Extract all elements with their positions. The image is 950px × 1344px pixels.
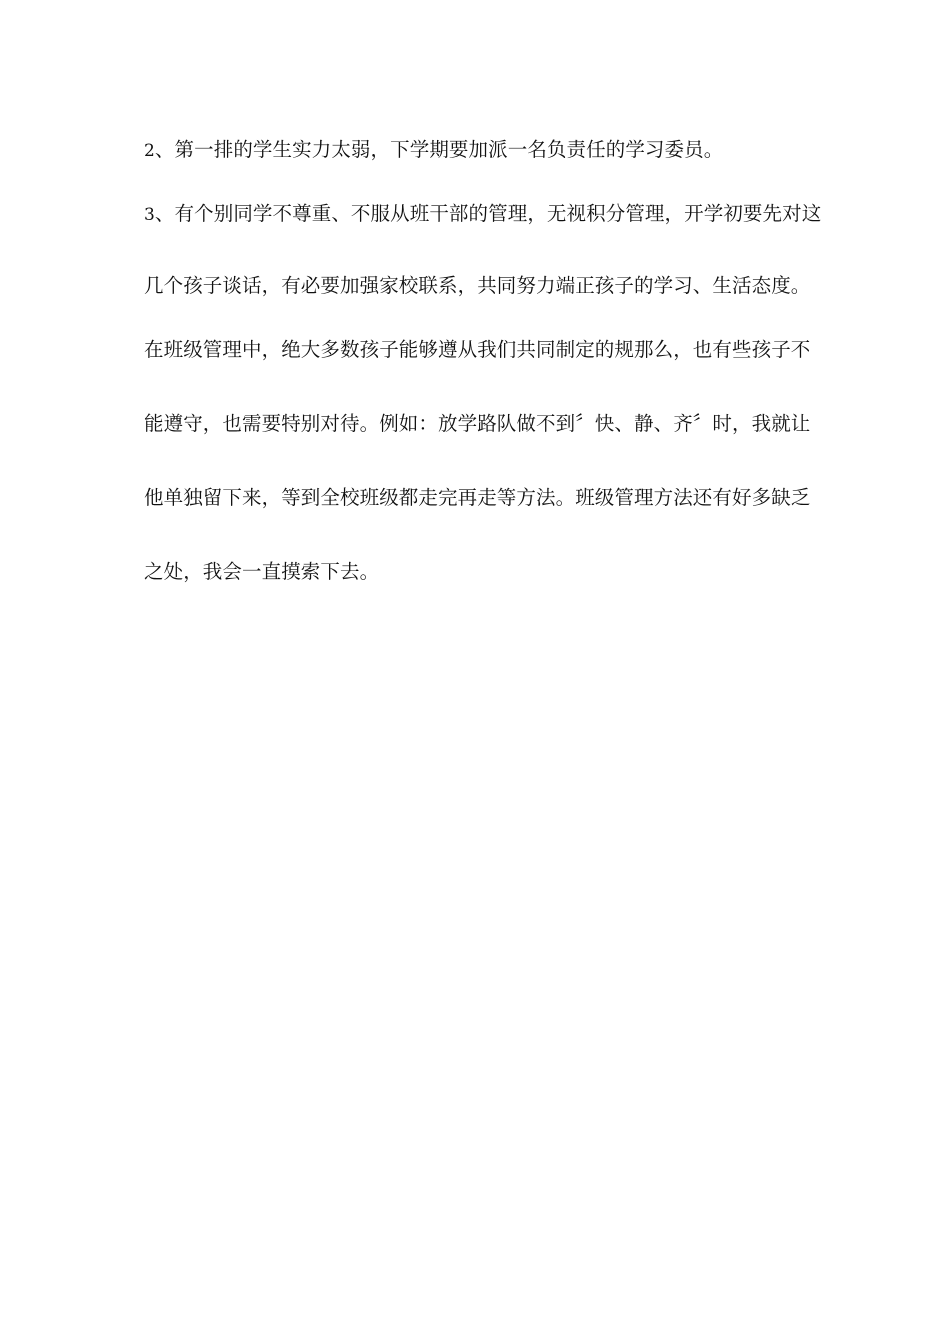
paragraph-item-3-line-1 [144,200,822,229]
line-text: 、第一排的学生实力太弱，下学期要加派一名负责任的学习委员。 [154,138,724,161]
list-number: 3 [144,205,155,225]
paragraph-management-line-1: 在班级管理中，绝大多数孩子能够遵从我们共同制定的规那么，也有些孩子不 [144,338,811,361]
paragraph-management-line-3: 他单独留下来，等到全校班级都走完再走等方法。班级管理方法还有好多缺乏 [144,486,811,509]
paragraph-item-2-line-1 [144,136,814,165]
paragraph-item-3-line-2: 几个孩子谈话，有必要加强家校联系，共同努力端正孩子的学习、生活态度。 [144,274,811,297]
line-text: 、有个别同学不尊重、不服从班干部的管理，无视积分管理，开学初要先对这 [154,202,822,225]
paragraph-management-line-2: 能遵守，也需要特别对待。例如：放学路队做不到〞快、静、齐〞时，我就让 [144,412,811,435]
list-number: 2 [144,141,155,161]
paragraph-management-line-4: 之处，我会一直摸索下去。 [144,560,380,583]
